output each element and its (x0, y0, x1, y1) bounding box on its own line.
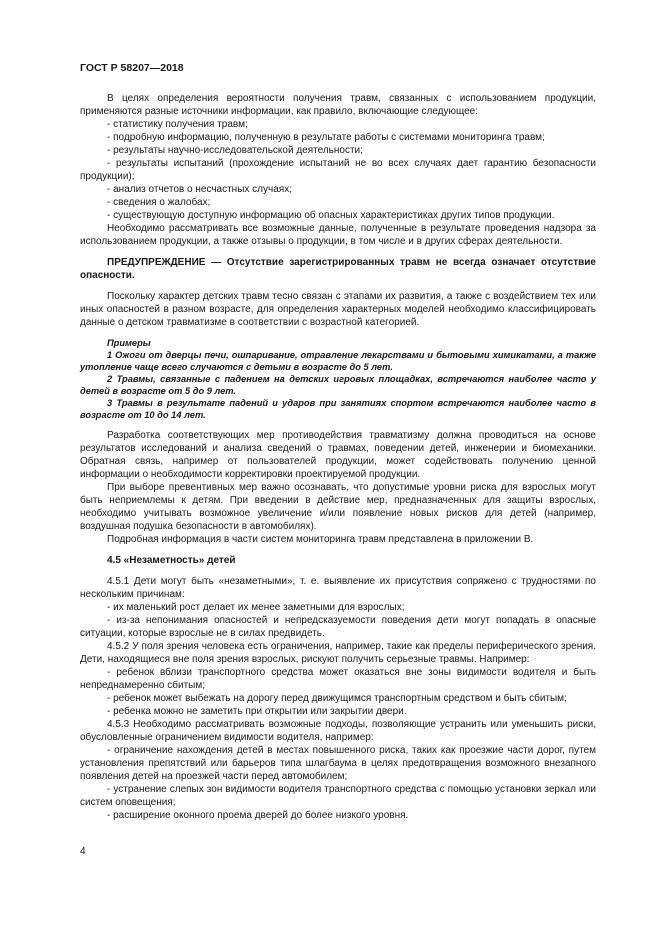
clause-4-5-3: 4.5.3 Необходимо рассматривать возможные подходы, позволяющие устранить или уменьшить риски, обусловленные ограничением видимости водителя, например: (80, 719, 596, 743)
list-item: - расширение оконного проема дверей до более низкого уровня. (107, 810, 409, 821)
example-item: 1 Ожоги от дверцы печи, ошпаривание, отравление лекарствами и бытовыми химикатами, а также утопление чаще всего случаются с детьми в возрасте до 5 лет. (80, 350, 596, 372)
intro-paragraph: В целях определения вероятности получения травм, связанных с использованием продукции, применяются разные источники информации, как правило, включающие следующее: (80, 93, 596, 117)
development-paragraph: Разработка соответствующих мер противодействия травматизму должна проводиться на основе результатов исследований и анализа сведений о травмах, поведении детей, инженерии и биомеханики. Обратная связь, например от пользователей продукции, может содействовать получению ценной информации о необходимости корректировки проектируемой продукции. (80, 430, 596, 480)
info-paragraph: Подробная информация в части систем мониторинга травм представлена в приложении В. (107, 534, 534, 545)
list-item: - результаты научно-исследовательской деятельности; (107, 145, 363, 156)
list-item: - ребенка можно не заметить при открытии или закрытии двери. (107, 706, 407, 717)
list-item: - ребенок может выбежать на дорогу перед движущимся транспортным средством и быть сбитым; (107, 693, 567, 704)
list-item: - результаты испытаний (прохождение испытаний не во всех случаях дает гарантию безопасности продукции); (80, 158, 596, 182)
list-item: - ограничение нахождения детей в местах повышенного риска, таких как проезжие части дорог, путем установления препятствий или барьеров типа шлагбаума в целях предотвращения возможного внезапного появления детей на проезжей части перед автомобилем; (80, 745, 596, 782)
page-number: 4 (80, 846, 86, 857)
warning-note: ПРЕДУПРЕЖДЕНИЕ — Отсутствие зарегистрированных травм не всегда означает отсутствие опасности. (80, 257, 596, 281)
list-item: - их маленький рост делает их менее заметными для взрослых; (107, 602, 405, 613)
list-item: - подробную информацию, полученную в результате работы с системами мониторинга травм; (107, 132, 545, 143)
section-title: 4.5 «Незаметность» детей (107, 555, 236, 566)
example-item: 3 Травмы в результате падений и ударов при занятиях спортом встречаются наиболее часто в возрасте от 10 до 14 лет. (80, 398, 596, 420)
clause-4-5-1: 4.5.1 Дети могут быть «незаметными», т. е. выявление их присутствия сопряжено с трудностями по нескольким причинам: (80, 576, 596, 600)
list-item: - ребенок вблизи транспортного средства может оказаться вне зоны видимости водителя и быть непреднамеренно сбитым; (80, 667, 596, 691)
list-item: - из-за непонимания опасностей и непредсказуемости поведения дети могут попадать в опасные ситуации, которые взрослые не в силах предвидеть. (80, 615, 596, 639)
examples-title: Примеры (107, 338, 151, 348)
prevention-paragraph: При выборе превентивных мер важно осознавать, что допустимые уровни риска для взрослых могут быть неприемлемы к детям. При введении в действие мер, предназначенных для защиты взрослых, необходимо учитывать возможное увеличение и/или появление новых рисков для детей (например, воздушная подушка безопасности в автомобилях). (80, 482, 596, 532)
example-item: 2 Травмы, связанные с падением на детских игровых площадках, встречаются наиболее часто у детей в возрасте от 5 до 9 лет. (80, 374, 596, 396)
list-item: - сведения о жалобах; (107, 197, 211, 208)
data-paragraph: Необходимо рассматривать все возможные данные, полученные в результате проведения надзора за использованием продукции, а также отзывы о продукции, в том числе и в других сферах деятельности. (80, 223, 596, 247)
document-header: ГОСТ Р 58207—2018 (80, 62, 184, 74)
list-item: - статистику получения травм; (107, 119, 248, 130)
list-item: - анализ отчетов о несчастных случаях; (107, 184, 292, 195)
clause-4-5-2: 4.5.2 У поля зрения человека есть ограничения, например, такие как пределы периферического зрения. Дети, находящиеся вне поля зрения взрослых, рискуют получить серьезные травмы. Например: (80, 641, 596, 665)
page-content (80, 92, 596, 822)
age-paragraph: Поскольку характер детских травм тесно связан с этапами их развития, а также с воздействием тех или иных опасностей в разном возрасте, для определения характерных моделей необходимо классифицировать данные о детском травматизме в соответствии с возрастной категорией. (80, 291, 596, 328)
list-item: - устранение слепых зон видимости водителя транспортного средства с помощью установки зеркал или систем оповещения; (80, 784, 596, 808)
list-item: - существующую доступную информацию об опасных характеристиках других типов продукции. (107, 210, 555, 221)
